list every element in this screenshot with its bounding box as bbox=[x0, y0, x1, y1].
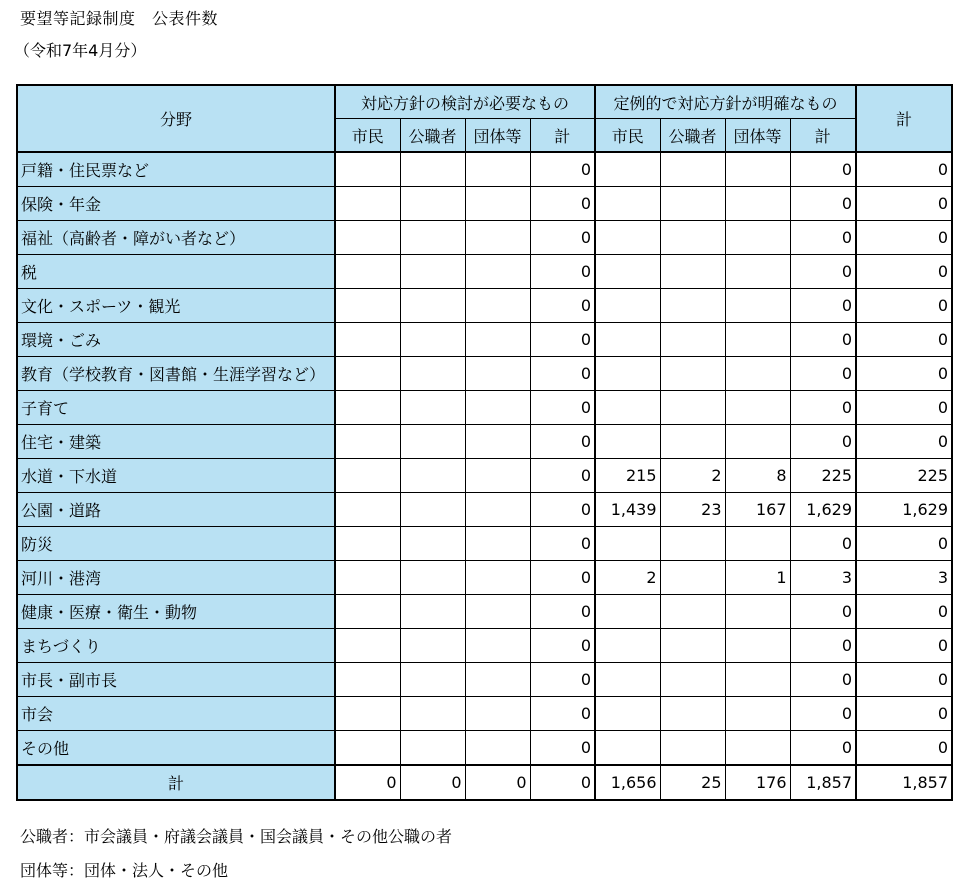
data-cell: 0 bbox=[856, 425, 952, 459]
table-row bbox=[17, 289, 952, 323]
data-cell bbox=[465, 629, 530, 663]
data-cell: 0 bbox=[790, 152, 856, 187]
data-cell bbox=[465, 391, 530, 425]
data-cell bbox=[400, 221, 465, 255]
data-cell: 0 bbox=[856, 357, 952, 391]
row-label: 保険・年金 bbox=[17, 187, 335, 221]
row-label: 防災 bbox=[17, 527, 335, 561]
data-cell bbox=[465, 357, 530, 391]
sub-header: 団体等 bbox=[725, 119, 790, 153]
data-cell: 0 bbox=[530, 152, 595, 187]
group2-header: 定例的で対応方針が明確なもの bbox=[595, 85, 856, 119]
data-cell bbox=[725, 152, 790, 187]
data-cell: 0 bbox=[790, 187, 856, 221]
data-cell: 0 bbox=[856, 731, 952, 766]
table-row bbox=[17, 187, 952, 221]
data-cell bbox=[465, 255, 530, 289]
data-cell: 0 bbox=[856, 527, 952, 561]
data-cell bbox=[335, 595, 400, 629]
data-cell bbox=[660, 323, 725, 357]
row-label: その他 bbox=[17, 731, 335, 766]
data-cell: 0 bbox=[790, 663, 856, 697]
table-row bbox=[17, 221, 952, 255]
data-cell bbox=[465, 425, 530, 459]
data-cell: 215 bbox=[595, 459, 660, 493]
data-cell bbox=[400, 152, 465, 187]
total-cell: 0 bbox=[465, 765, 530, 800]
data-cell: 0 bbox=[530, 493, 595, 527]
data-cell bbox=[400, 391, 465, 425]
sub-header: 団体等 bbox=[465, 119, 530, 153]
note-organizations: 団体等：団体・法人・その他 bbox=[20, 861, 229, 880]
data-cell bbox=[725, 221, 790, 255]
data-cell: 1,629 bbox=[856, 493, 952, 527]
sub-header: 公職者 bbox=[400, 119, 465, 153]
data-cell bbox=[725, 595, 790, 629]
data-cell bbox=[400, 493, 465, 527]
data-cell bbox=[660, 731, 725, 766]
data-cell bbox=[660, 152, 725, 187]
data-cell: 0 bbox=[790, 527, 856, 561]
data-cell: 0 bbox=[856, 255, 952, 289]
data-cell bbox=[595, 629, 660, 663]
data-cell bbox=[400, 357, 465, 391]
total-cell: 0 bbox=[530, 765, 595, 800]
data-cell bbox=[465, 221, 530, 255]
data-cell: 0 bbox=[530, 187, 595, 221]
data-cell bbox=[660, 595, 725, 629]
data-cell: 0 bbox=[856, 221, 952, 255]
row-label: 文化・スポーツ・観光 bbox=[17, 289, 335, 323]
data-cell bbox=[465, 459, 530, 493]
data-cell bbox=[465, 527, 530, 561]
data-cell bbox=[595, 391, 660, 425]
data-cell bbox=[335, 187, 400, 221]
data-cell bbox=[400, 527, 465, 561]
data-cell bbox=[660, 561, 725, 595]
data-cell bbox=[400, 425, 465, 459]
data-cell bbox=[335, 731, 400, 766]
row-label: 市長・副市長 bbox=[17, 663, 335, 697]
table-row bbox=[17, 595, 952, 629]
data-cell bbox=[465, 697, 530, 731]
data-cell: 2 bbox=[660, 459, 725, 493]
data-cell bbox=[465, 561, 530, 595]
data-cell: 0 bbox=[790, 289, 856, 323]
total-cell: 25 bbox=[660, 765, 725, 800]
data-cell: 0 bbox=[530, 663, 595, 697]
data-cell bbox=[725, 629, 790, 663]
data-cell bbox=[465, 663, 530, 697]
data-cell bbox=[335, 255, 400, 289]
data-cell: 0 bbox=[530, 289, 595, 323]
sub-header: 市民 bbox=[595, 119, 660, 153]
sub-header: 公職者 bbox=[660, 119, 725, 153]
data-cell bbox=[595, 663, 660, 697]
data-cell bbox=[725, 187, 790, 221]
data-cell bbox=[335, 493, 400, 527]
table-row bbox=[17, 561, 952, 595]
data-cell: 3 bbox=[856, 561, 952, 595]
data-cell: 3 bbox=[790, 561, 856, 595]
row-label: まちづくり bbox=[17, 629, 335, 663]
data-cell bbox=[400, 255, 465, 289]
data-cell bbox=[660, 663, 725, 697]
data-cell bbox=[725, 731, 790, 766]
statistics-table bbox=[16, 84, 953, 801]
data-cell: 0 bbox=[790, 357, 856, 391]
data-cell: 0 bbox=[790, 731, 856, 766]
data-cell bbox=[595, 595, 660, 629]
data-cell: 0 bbox=[856, 391, 952, 425]
data-cell bbox=[725, 527, 790, 561]
data-cell bbox=[335, 527, 400, 561]
data-cell: 0 bbox=[530, 459, 595, 493]
data-cell bbox=[595, 323, 660, 357]
row-label: 健康・医療・衛生・動物 bbox=[17, 595, 335, 629]
total-cell: 1,656 bbox=[595, 765, 660, 800]
data-cell: 0 bbox=[856, 663, 952, 697]
data-cell: 0 bbox=[856, 289, 952, 323]
total-cell: 0 bbox=[400, 765, 465, 800]
table-row bbox=[17, 152, 952, 187]
data-cell bbox=[595, 221, 660, 255]
sub-header: 計 bbox=[790, 119, 856, 153]
total-cell: 176 bbox=[725, 765, 790, 800]
data-cell bbox=[725, 357, 790, 391]
data-cell: 0 bbox=[790, 595, 856, 629]
data-cell: 1 bbox=[725, 561, 790, 595]
data-cell bbox=[660, 527, 725, 561]
data-cell bbox=[400, 459, 465, 493]
data-cell bbox=[660, 425, 725, 459]
data-cell bbox=[595, 527, 660, 561]
group1-header: 対応方針の検討が必要なもの bbox=[335, 85, 595, 119]
data-cell bbox=[725, 255, 790, 289]
row-label: 市会 bbox=[17, 697, 335, 731]
data-cell bbox=[400, 323, 465, 357]
data-cell bbox=[725, 391, 790, 425]
data-cell: 0 bbox=[856, 152, 952, 187]
row-label: 住宅・建築 bbox=[17, 425, 335, 459]
data-cell bbox=[335, 357, 400, 391]
data-cell bbox=[335, 697, 400, 731]
data-cell: 0 bbox=[530, 561, 595, 595]
data-cell: 2 bbox=[595, 561, 660, 595]
data-cell bbox=[465, 187, 530, 221]
table-row bbox=[17, 255, 952, 289]
field-header: 分野 bbox=[17, 85, 335, 152]
data-cell bbox=[660, 221, 725, 255]
data-cell bbox=[595, 697, 660, 731]
data-cell bbox=[335, 459, 400, 493]
row-label: 税 bbox=[17, 255, 335, 289]
data-cell bbox=[335, 323, 400, 357]
table-row bbox=[17, 459, 952, 493]
data-cell bbox=[335, 561, 400, 595]
data-cell bbox=[595, 187, 660, 221]
data-cell bbox=[400, 731, 465, 766]
data-cell bbox=[400, 663, 465, 697]
data-cell bbox=[335, 221, 400, 255]
data-cell bbox=[725, 425, 790, 459]
data-cell: 0 bbox=[790, 391, 856, 425]
data-cell: 0 bbox=[856, 629, 952, 663]
data-cell: 0 bbox=[530, 357, 595, 391]
data-cell: 0 bbox=[790, 425, 856, 459]
data-cell: 23 bbox=[660, 493, 725, 527]
data-cell bbox=[660, 391, 725, 425]
data-cell: 0 bbox=[790, 255, 856, 289]
total-cell: 1,857 bbox=[790, 765, 856, 800]
table-row bbox=[17, 357, 952, 391]
table-row bbox=[17, 629, 952, 663]
data-cell: 0 bbox=[856, 187, 952, 221]
data-cell: 0 bbox=[790, 221, 856, 255]
table-row bbox=[17, 731, 952, 766]
data-cell bbox=[725, 289, 790, 323]
data-cell bbox=[400, 629, 465, 663]
data-cell bbox=[335, 629, 400, 663]
note-officials: 公職者：市会議員・府議会議員・国会議員・その他公職の者 bbox=[20, 827, 453, 846]
table-row bbox=[17, 425, 952, 459]
data-cell bbox=[660, 187, 725, 221]
data-cell bbox=[400, 697, 465, 731]
data-cell: 0 bbox=[790, 629, 856, 663]
data-cell: 0 bbox=[530, 629, 595, 663]
row-label: 戸籍・住民票など bbox=[17, 152, 335, 187]
data-cell bbox=[465, 323, 530, 357]
sub-header: 市民 bbox=[335, 119, 400, 153]
row-label: 水道・下水道 bbox=[17, 459, 335, 493]
data-cell: 0 bbox=[530, 323, 595, 357]
row-label: 環境・ごみ bbox=[17, 323, 335, 357]
data-cell bbox=[660, 629, 725, 663]
data-cell: 0 bbox=[530, 731, 595, 766]
data-cell bbox=[660, 289, 725, 323]
data-cell bbox=[465, 289, 530, 323]
data-cell: 0 bbox=[530, 527, 595, 561]
row-label: 子育て bbox=[17, 391, 335, 425]
data-cell: 8 bbox=[725, 459, 790, 493]
data-cell bbox=[400, 561, 465, 595]
data-cell: 0 bbox=[790, 697, 856, 731]
data-cell: 225 bbox=[856, 459, 952, 493]
data-cell: 0 bbox=[530, 697, 595, 731]
sub-header: 計 bbox=[530, 119, 595, 153]
table-row bbox=[17, 527, 952, 561]
total-header: 計 bbox=[856, 85, 952, 152]
data-cell: 0 bbox=[530, 425, 595, 459]
data-cell: 225 bbox=[790, 459, 856, 493]
data-cell: 0 bbox=[530, 221, 595, 255]
data-cell bbox=[595, 289, 660, 323]
data-cell bbox=[335, 152, 400, 187]
table-row bbox=[17, 493, 952, 527]
data-cell bbox=[465, 731, 530, 766]
data-cell bbox=[595, 731, 660, 766]
row-label: 河川・港湾 bbox=[17, 561, 335, 595]
data-cell bbox=[400, 595, 465, 629]
data-cell: 0 bbox=[856, 595, 952, 629]
table-row bbox=[17, 391, 952, 425]
data-cell bbox=[725, 663, 790, 697]
total-cell: 0 bbox=[335, 765, 400, 800]
data-cell bbox=[465, 152, 530, 187]
data-cell: 0 bbox=[530, 595, 595, 629]
row-label: 福祉（高齢者・障がい者など） bbox=[17, 221, 335, 255]
row-label: 公園・道路 bbox=[17, 493, 335, 527]
data-cell bbox=[400, 289, 465, 323]
data-cell bbox=[595, 152, 660, 187]
data-cell bbox=[335, 289, 400, 323]
data-cell bbox=[465, 595, 530, 629]
data-cell bbox=[335, 663, 400, 697]
data-cell: 0 bbox=[530, 255, 595, 289]
data-cell bbox=[465, 493, 530, 527]
row-label: 教育（学校教育・図書館・生涯学習など） bbox=[17, 357, 335, 391]
data-cell bbox=[335, 425, 400, 459]
table-row bbox=[17, 663, 952, 697]
data-cell bbox=[660, 255, 725, 289]
data-cell bbox=[725, 697, 790, 731]
data-cell bbox=[595, 255, 660, 289]
data-cell: 167 bbox=[725, 493, 790, 527]
data-cell: 0 bbox=[856, 697, 952, 731]
data-cell bbox=[400, 187, 465, 221]
data-cell bbox=[660, 357, 725, 391]
data-cell: 0 bbox=[856, 323, 952, 357]
total-cell: 1,857 bbox=[856, 765, 952, 800]
page-title: 要望等記録制度 公表件数 bbox=[20, 9, 219, 28]
data-cell: 0 bbox=[790, 323, 856, 357]
data-cell bbox=[335, 391, 400, 425]
data-cell: 0 bbox=[530, 391, 595, 425]
table-row bbox=[17, 697, 952, 731]
table-row bbox=[17, 323, 952, 357]
page-subtitle: （令和7年4月分） bbox=[14, 41, 147, 60]
data-cell: 1,629 bbox=[790, 493, 856, 527]
data-cell: 1,439 bbox=[595, 493, 660, 527]
data-cell bbox=[595, 357, 660, 391]
data-cell bbox=[725, 323, 790, 357]
data-cell bbox=[595, 425, 660, 459]
total-row-label: 計 bbox=[17, 765, 335, 800]
data-cell bbox=[660, 697, 725, 731]
